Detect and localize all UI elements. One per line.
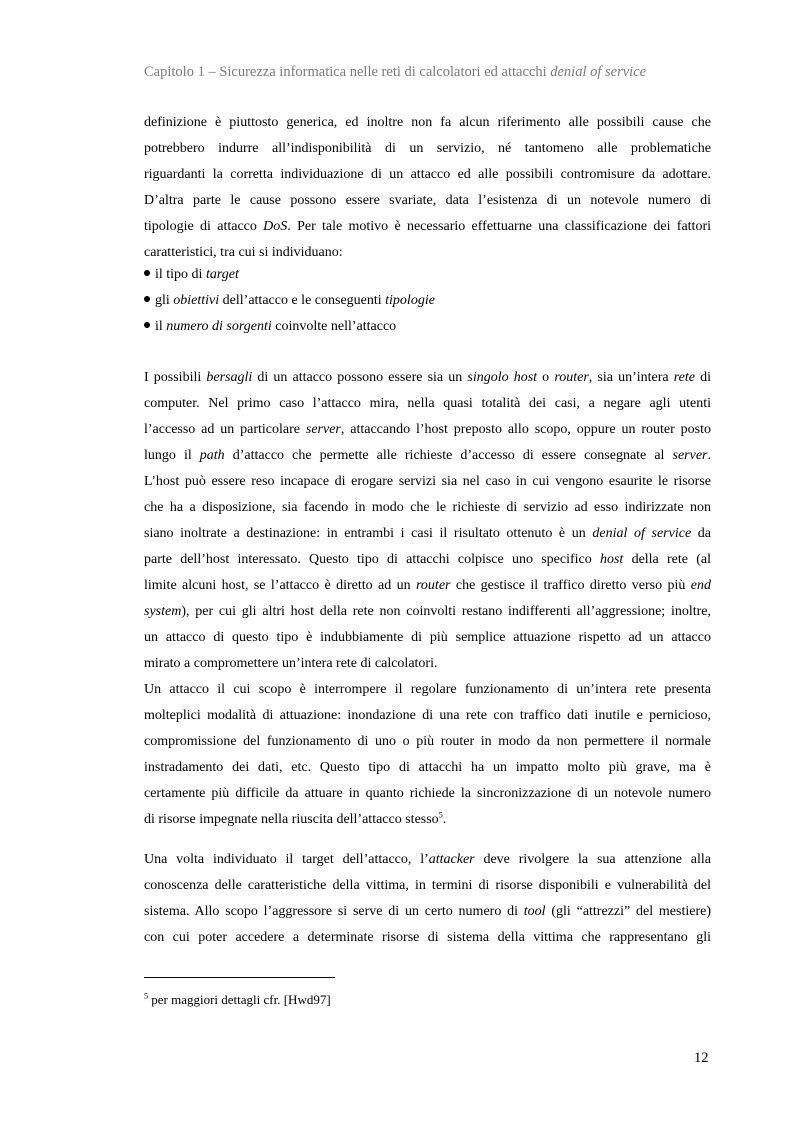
paragraph-4 — [144, 847, 711, 951]
text-line: limite alcuni host, se l’attacco è diretto ad un router che gestisce il traffico diretto verso più end — [144, 578, 711, 593]
text-line: siano inoltrate a destinazione: in entrambi i casi il risultato ottenuto è un denial of service da — [144, 526, 711, 541]
text-line: sistema. Allo scopo l’aggressore si serve di un certo numero di tool (gli “attrezzi” del mestiere) — [144, 904, 711, 919]
text-line: system), per cui gli altri host della rete non coinvolti restano indifferenti all’aggressione; inoltre, — [144, 604, 711, 619]
text-line: di risorse impegnate nella riuscita dell’attacco stesso$^5$. — [144, 810, 447, 827]
footnote — [144, 992, 331, 1008]
text-line: parte dell’host interessato. Questo tipo di attacchi colpisce uno specifico host della rete (al — [144, 552, 711, 567]
footnote-ref: 5 — [438, 810, 443, 820]
text-line: tipologie di attacco DoS. Per tale motivo è necessario effettuarne una classificazione dei fattori — [144, 219, 711, 234]
bullet-icon — [144, 322, 150, 328]
paragraph-1 — [144, 110, 711, 266]
text-line: Un attacco il cui scopo è interrompere il regolare funzionamento di un’intera rete presenta — [144, 682, 711, 697]
header-title-italic: denial of service — [550, 64, 647, 80]
page-number: 12 — [694, 1050, 709, 1066]
text-line: D’altra parte le cause possono essere svariate, data l’esistenza di un notevole numero di — [144, 193, 711, 208]
footnote-divider — [144, 977, 335, 978]
text-line: che ha a disposizione, sia facendo in modo che le richieste di servizio ad esso indirizzate non — [144, 500, 711, 515]
text-line: molteplici modalità di attuazione: inondazione di una rete con traffico dati inutile e pernicioso, — [144, 708, 711, 723]
text-line: compromissione del funzionamento di uno o più router in modo da non permettere il normale — [144, 734, 711, 749]
text-line: con cui poter accedere a determinate risorse di sistema della vittima che rappresentano gli — [144, 930, 711, 945]
text-line: computer. Nel primo caso l’attacco mira, nella quasi totalità dei casi, a negare agli utenti — [144, 396, 711, 411]
text-line: un attacco di questo tipo è indubbiamente di più semplice attuazione rispetto ad un attacco — [144, 630, 711, 645]
footnote-mark: 5 — [144, 991, 148, 1001]
text-line: certamente più difficile da attuare in quanto richiede la sincronizzazione di un notevole numero — [144, 786, 711, 801]
header-title: Capitolo 1 – Sicurezza informatica nelle reti di calcolatori ed attacchi — [144, 64, 551, 80]
text-line: definizione è piuttosto generica, ed inoltre non fa alcun riferimento alle possibili cause che — [144, 115, 711, 130]
text-line: potrebbero indurre all’indisponibilità di un servizio, né tantomeno alle problematiche — [144, 141, 711, 156]
text-line: instradamento dei dati, etc. Questo tipo di attacchi ha un impatto molto più grave, ma è — [144, 760, 711, 775]
text-line: L’host può essere reso incapace di erogare servizi sia nel caso in cui vengono esaurite le risorse — [144, 474, 711, 489]
bullet-list — [144, 262, 711, 340]
text-line: conoscenza delle caratteristiche della vittima, in termini di risorse disponibili e vulnerabilità del — [144, 878, 711, 893]
text-line: caratteristici, tra cui si individuano: — [144, 245, 343, 260]
bullet-icon — [144, 270, 150, 276]
text-line: mirato a compromettere un’intera rete di calcolatori. — [144, 656, 438, 671]
text-line: lungo il path d’attacco che permette alle richieste d’accesso di essere consegnate al server. — [144, 448, 711, 463]
text-line: I possibili bersagli di un attacco possono essere sia un singolo host o router, sia un’intera rete di — [144, 370, 711, 385]
bullet-icon — [144, 296, 150, 302]
paragraph-2 — [144, 365, 711, 677]
list-item: il numero di sorgenti coinvolte nell’attacco — [144, 314, 711, 340]
text-line: riguardanti la corretta individuazione di un attacco ed alle possibili contromisure da adottare. — [144, 167, 711, 182]
text-line: Una volta individuato il target dell’attacco, l’attacker deve rivolgere la sua attenzione alla — [144, 852, 711, 867]
list-item: il tipo di target — [144, 262, 711, 288]
text-line: l’accesso ad un particolare server, attaccando l’host preposto allo scopo, oppure un router posto — [144, 422, 711, 437]
paragraph-3 — [144, 677, 711, 833]
running-header — [144, 64, 714, 81]
list-item: gli obiettivi dell’attacco e le conseguenti tipologie — [144, 288, 711, 314]
footnote-text: per maggiori dettagli cfr. [Hwd97] — [148, 992, 331, 1007]
